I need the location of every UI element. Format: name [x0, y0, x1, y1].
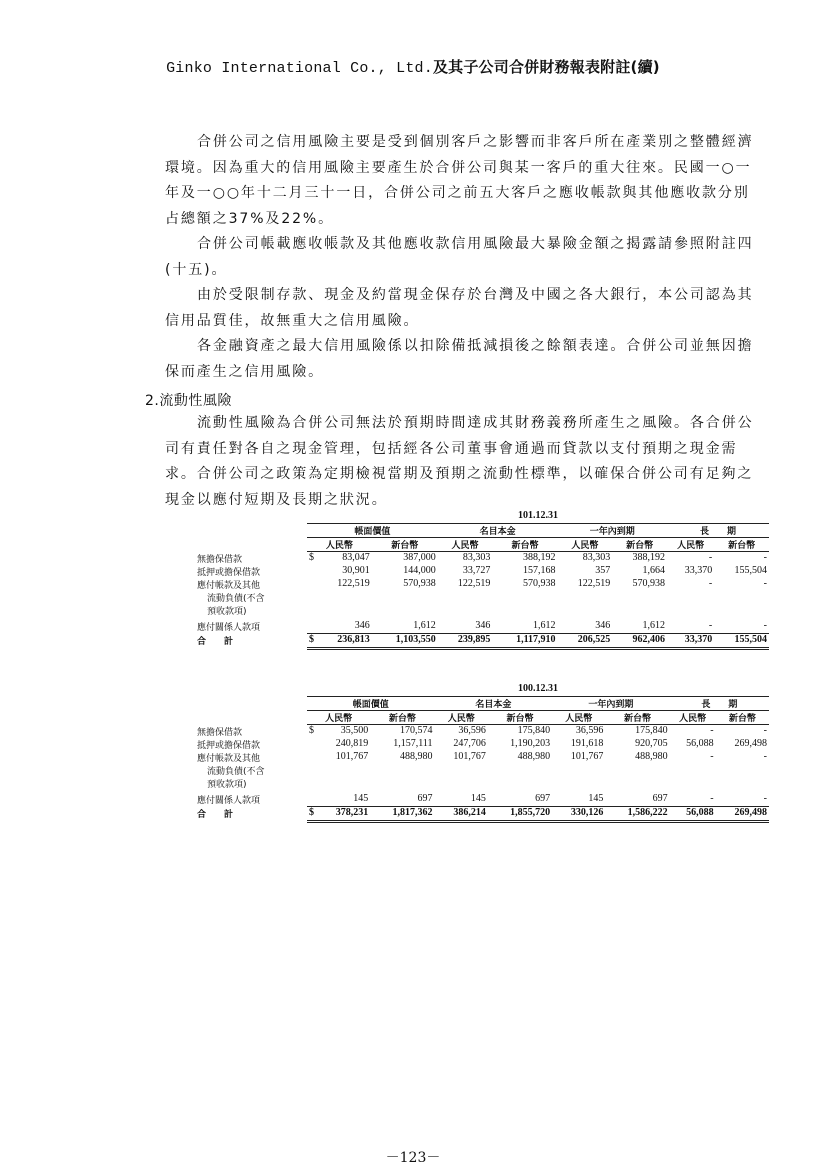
currency-header: 人民幣: [558, 538, 613, 552]
value-cell: 570,938: [403, 578, 436, 589]
total-value-cell: 330,126: [552, 807, 605, 822]
total-label: 合 計: [197, 809, 234, 820]
value-cell: 170,574: [400, 725, 433, 736]
value-cell: 488,980: [517, 751, 551, 762]
value-cell: -: [716, 793, 769, 807]
value-cell: 1,612: [372, 620, 438, 634]
value-cell: 247,706: [453, 738, 486, 749]
value-cell: 697: [370, 793, 434, 807]
value-cell: 240,819: [335, 738, 369, 749]
value-cell: 145: [317, 793, 370, 807]
value-cell: 33,727: [462, 565, 491, 576]
table-row: [195, 738, 769, 751]
value-cell: 35,500: [340, 725, 369, 736]
dollar-sign: $: [307, 807, 317, 822]
value-cell: 388,192: [632, 552, 665, 563]
row-label-continuation: 預收款項): [207, 607, 247, 617]
value-cell: 570,938: [523, 578, 556, 589]
empty-cell: [307, 604, 769, 617]
value-cell: 145: [552, 793, 605, 807]
currency-header: 新台幣: [488, 711, 552, 725]
column-group-header: 帳面價值: [307, 524, 438, 538]
header-company-name: Ginko International Co., Ltd.: [166, 60, 433, 77]
empty-cell: [195, 510, 307, 524]
table-total-row: [195, 807, 769, 822]
column-group-header: 名目本金: [435, 697, 553, 711]
value-cell: -: [710, 751, 714, 762]
empty-cell: [307, 591, 769, 604]
empty-cell: [195, 683, 307, 697]
row-label: 無擔保借款: [197, 554, 243, 565]
currency-header: 新台幣: [492, 538, 557, 552]
row-label: 抵押或擔保借款: [197, 568, 261, 578]
dollar-sign: [307, 578, 317, 591]
total-value-cell: 239,895: [438, 634, 493, 649]
row-label: 抵押或擔保借款: [197, 741, 261, 751]
table-row: [195, 751, 769, 764]
table-currency-header-row: [195, 538, 769, 552]
value-cell: -: [670, 793, 716, 807]
empty-cell: [307, 777, 769, 790]
table-row: [195, 793, 769, 807]
paragraph-3: 由於受限制存款、現金及約當現金保存於台灣及中國之各大銀行，本公司認為其信用品質佳，故無重大之信用風險。: [165, 287, 754, 329]
value-cell: 1,190,203: [510, 738, 551, 749]
column-group-header: 一年內到期: [552, 697, 670, 711]
table-row: [195, 578, 769, 591]
value-cell: -: [667, 620, 714, 634]
table-date: 101.12.31: [307, 510, 769, 524]
value-cell: 346: [558, 620, 613, 634]
table-total-row: [195, 634, 769, 649]
paragraph-4: 各金融資產之最大信用風險係以扣除備抵減損後之餘額表達。合併公司並無因擔保而產生之信用風險。: [165, 338, 754, 380]
total-value-cell: 962,406: [612, 634, 667, 649]
dollar-sign: [307, 751, 317, 764]
empty-cell: [195, 524, 307, 538]
value-cell: 1,664: [642, 565, 665, 576]
total-value-cell: 1,855,720: [488, 807, 552, 822]
value-cell: 697: [605, 793, 669, 807]
table-row-continuation: [195, 591, 769, 604]
value-cell: 269,498: [734, 738, 767, 749]
dollar-sign: [307, 620, 317, 634]
currency-header: 人民幣: [667, 538, 714, 552]
value-cell: 357: [595, 565, 611, 576]
value-cell: 155,504: [734, 565, 767, 576]
value-cell: 101,767: [335, 751, 369, 762]
value-cell: 346: [438, 620, 493, 634]
currency-header: 人民幣: [670, 711, 716, 725]
page-number: －123－: [385, 1150, 441, 1166]
empty-cell: [195, 538, 307, 552]
total-value-cell: 1,817,362: [370, 807, 434, 822]
total-value-cell: 386,214: [435, 807, 488, 822]
table-row-continuation: [195, 764, 769, 777]
value-cell: 175,840: [635, 725, 668, 736]
currency-header: 人民幣: [552, 711, 605, 725]
value-cell: 36,596: [575, 725, 604, 736]
value-cell: -: [763, 725, 767, 736]
value-cell: 697: [488, 793, 552, 807]
row-label-continuation: 預收款項): [207, 780, 247, 790]
value-cell: 145: [435, 793, 488, 807]
paragraph-2: 合併公司帳載應收帳款及其他應收款信用風險最大暴險金額之揭露請參照附註四(十五)。: [165, 236, 754, 278]
value-cell: 101,767: [570, 751, 604, 762]
currency-header: 新台幣: [605, 711, 669, 725]
dollar-sign: [307, 793, 317, 807]
value-cell: 144,000: [403, 565, 436, 576]
table-group-header-row: [195, 697, 769, 711]
value-cell: -: [763, 578, 767, 589]
table-currency-header-row: [195, 711, 769, 725]
column-group-header: 一年內到期: [558, 524, 667, 538]
currency-header: 新台幣: [370, 711, 434, 725]
currency-header: 新台幣: [612, 538, 667, 552]
total-value-cell: 1,586,222: [605, 807, 669, 822]
liquidity-risk-paragraph: [165, 411, 765, 513]
row-label: 應付帳款及其他: [197, 581, 261, 591]
empty-cell: [195, 711, 307, 725]
column-group-header: 長 期: [667, 524, 769, 538]
currency-header: 新台幣: [716, 711, 769, 725]
value-cell: 570,938: [632, 578, 665, 589]
currency-header: 人民幣: [435, 711, 488, 725]
total-label: 合 計: [197, 636, 234, 647]
table-row: [195, 552, 769, 566]
dollar-sign: $: [309, 552, 314, 563]
value-cell: 1,612: [612, 620, 667, 634]
total-value-cell: 236,813: [317, 634, 372, 649]
currency-header: 新台幣: [714, 538, 769, 552]
credit-risk-paragraphs: [165, 130, 765, 385]
empty-cell: [195, 697, 307, 711]
value-cell: 488,980: [400, 751, 433, 762]
dollar-sign: $: [309, 725, 314, 736]
paragraph-liquidity: 流動性風險為合併公司無法於預期時間達成其財務義務所產生之風險。各合併公司有責任對各自之現金管理，包括經各公司董事會通過而貸款以支付預期之現金需求。合併公司之政策為定期檢視當期及預期之流動性標準，以確保合併公司有足夠之現金以應付短期及長期之狀況。: [165, 415, 754, 508]
total-value-cell: 206,525: [558, 634, 613, 649]
total-value-cell: 155,504: [714, 634, 769, 649]
total-value-cell: 1,117,910: [492, 634, 557, 649]
empty-cell: [307, 764, 769, 777]
value-cell: 122,519: [337, 578, 370, 589]
total-value-cell: 269,498: [716, 807, 769, 822]
value-cell: 1,157,111: [393, 738, 433, 749]
value-cell: 387,000: [403, 552, 436, 563]
value-cell: -: [708, 578, 713, 589]
total-value-cell: 1,103,550: [372, 634, 438, 649]
value-cell: 101,767: [453, 751, 486, 762]
value-cell: 920,705: [635, 738, 668, 749]
row-label: 應付帳款及其他: [197, 754, 261, 764]
total-value-cell: 33,370: [667, 634, 714, 649]
currency-header: 人民幣: [307, 538, 372, 552]
value-cell: 122,519: [457, 578, 491, 589]
value-cell: -: [710, 725, 714, 736]
table-row-continuation: [195, 604, 769, 617]
value-cell: 191,618: [570, 738, 604, 749]
value-cell: -: [708, 552, 713, 563]
liquidity-table-101: [195, 510, 769, 650]
value-cell: 157,168: [523, 565, 556, 576]
value-cell: -: [714, 620, 769, 634]
total-value-cell: 56,088: [670, 807, 716, 822]
value-cell: 56,088: [686, 738, 714, 749]
table-date: 100.12.31: [307, 683, 769, 697]
value-cell: 488,980: [635, 751, 668, 762]
value-cell: 33,370: [684, 565, 713, 576]
table-date-row: [195, 683, 769, 697]
page-header: [0, 56, 826, 77]
row-label: 應付關係人款項: [197, 796, 261, 806]
table-row: [195, 725, 769, 739]
dollar-sign: [307, 565, 317, 578]
liquidity-table-100: [195, 683, 769, 823]
row-label-continuation: 流動負債(不含: [207, 767, 265, 777]
dollar-sign: $: [307, 634, 317, 649]
table-group-header-row: [195, 524, 769, 538]
table-row: [195, 620, 769, 634]
value-cell: 122,519: [577, 578, 611, 589]
table-date-row: [195, 510, 769, 524]
value-cell: -: [763, 751, 767, 762]
header-title: 及其子公司合併財務報表附註(續): [432, 58, 660, 76]
column-group-header: 帳面價值: [307, 697, 435, 711]
row-label: 無擔保借款: [197, 727, 243, 738]
row-label: 應付關係人款項: [197, 623, 261, 633]
currency-header: 人民幣: [307, 711, 370, 725]
value-cell: 83,047: [342, 552, 370, 563]
table-row: [195, 565, 769, 578]
table-row-continuation: [195, 777, 769, 790]
column-group-header: 名目本金: [438, 524, 558, 538]
value-cell: 83,303: [582, 552, 611, 563]
row-label-continuation: 流動負債(不含: [207, 594, 265, 604]
value-cell: 83,303: [462, 552, 491, 563]
section-2-title: 2.流動性風險: [145, 393, 232, 409]
column-group-header: 長 期: [670, 697, 769, 711]
value-cell: 1,612: [492, 620, 557, 634]
dollar-sign: [307, 738, 317, 751]
value-cell: 175,840: [517, 725, 551, 736]
total-value-cell: 378,231: [317, 807, 370, 822]
value-cell: 388,192: [523, 552, 556, 563]
value-cell: -: [763, 552, 767, 563]
currency-header: 人民幣: [438, 538, 493, 552]
paragraph-1: 合併公司之信用風險主要是受到個別客戶之影響而非客戶所在產業別之整體經濟環境。因為重大的信用風險主要產生於合併公司與某一客戶的重大往來。民國一○一年及一○○年十二月三十一日，合併公司之前五大客戶之應收帳款與其他應收款分別占總額之37%及22%。: [165, 134, 754, 227]
value-cell: 36,596: [458, 725, 486, 736]
value-cell: 30,901: [342, 565, 370, 576]
value-cell: 346: [317, 620, 372, 634]
currency-header: 新台幣: [372, 538, 438, 552]
